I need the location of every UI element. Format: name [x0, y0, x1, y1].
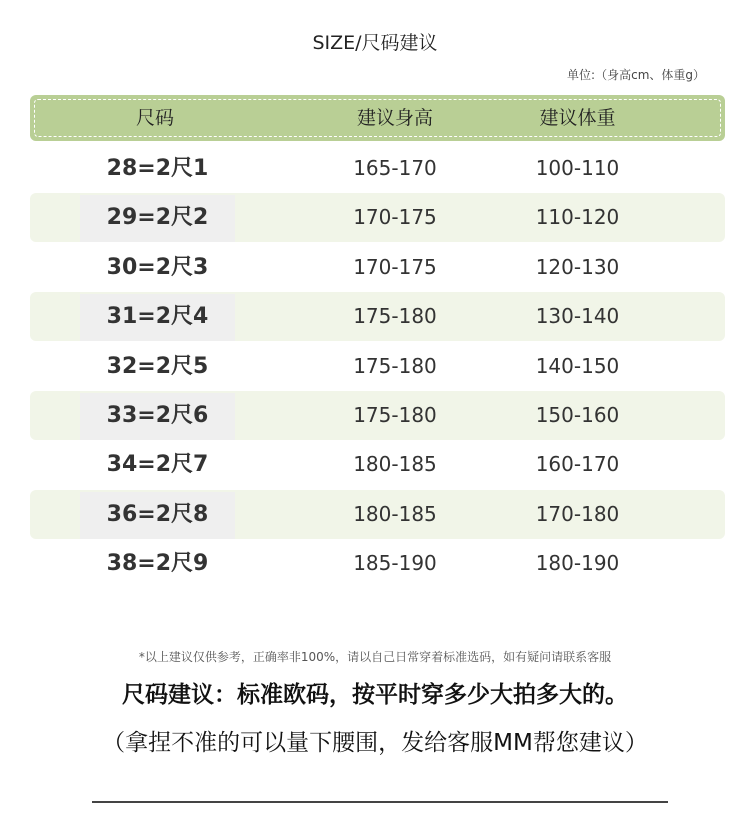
- weight-cell: 110-120: [535, 205, 620, 229]
- height-cell: 175-180: [353, 403, 437, 427]
- height-cell: 185-190: [353, 551, 437, 575]
- weight-cell: 160-170: [535, 452, 620, 476]
- size-cell: 32=2尺5: [106, 354, 209, 379]
- unit-note: 单位:（身高cm、体重g）: [567, 68, 705, 82]
- height-cell: 170-175: [353, 255, 437, 279]
- table-row: [30, 144, 725, 193]
- weight-cell: 180-190: [535, 551, 620, 575]
- height-cell: 180-185: [353, 502, 437, 526]
- weight-cell: 140-150: [535, 354, 620, 378]
- weight-cell: 120-130: [535, 255, 620, 279]
- table-row: [30, 243, 725, 292]
- divider: [92, 801, 668, 803]
- size-cell: 31=2尺4: [106, 304, 209, 329]
- header-weight: 建议体重: [539, 107, 616, 129]
- size-cell: 33=2尺6: [106, 403, 209, 428]
- size-advice-headline: 尺码建议：标准欧码，按平时穿多少大拍多大的。: [122, 682, 628, 708]
- height-cell: 175-180: [353, 354, 437, 378]
- size-cell: 28=2尺1: [106, 156, 209, 181]
- size-cell: 34=2尺7: [106, 452, 209, 477]
- size-advice-note: （拿捏不准的可以量下腰围，发给客服MM帮您建议）: [102, 730, 648, 756]
- size-cell: 36=2尺8: [106, 502, 209, 527]
- table-row: [30, 539, 725, 588]
- table-row: [30, 193, 725, 242]
- page-title: SIZE/尺码建议: [312, 32, 438, 54]
- height-cell: 165-170: [353, 156, 437, 180]
- header-size: 尺码: [135, 107, 174, 129]
- height-cell: 175-180: [353, 304, 437, 328]
- table-row: [30, 342, 725, 391]
- table-row: [30, 490, 725, 539]
- height-cell: 180-185: [353, 452, 437, 476]
- disclaimer-text: *以上建议仅供参考，正确率非100%，请以自己日常穿着标准选码，如有疑问请联系客服: [138, 650, 612, 664]
- table-header: [30, 95, 725, 141]
- weight-cell: 130-140: [535, 304, 620, 328]
- table-row: [30, 391, 725, 440]
- size-cell: 38=2尺9: [106, 551, 209, 576]
- size-cell: 29=2尺2: [106, 205, 209, 230]
- height-cell: 170-175: [353, 205, 437, 229]
- size-cell: 30=2尺3: [106, 255, 209, 280]
- weight-cell: 100-110: [535, 156, 620, 180]
- table-row: [30, 292, 725, 341]
- table-row: [30, 440, 725, 489]
- weight-cell: 170-180: [535, 502, 620, 526]
- header-height: 建议身高: [356, 107, 433, 129]
- weight-cell: 150-160: [535, 403, 620, 427]
